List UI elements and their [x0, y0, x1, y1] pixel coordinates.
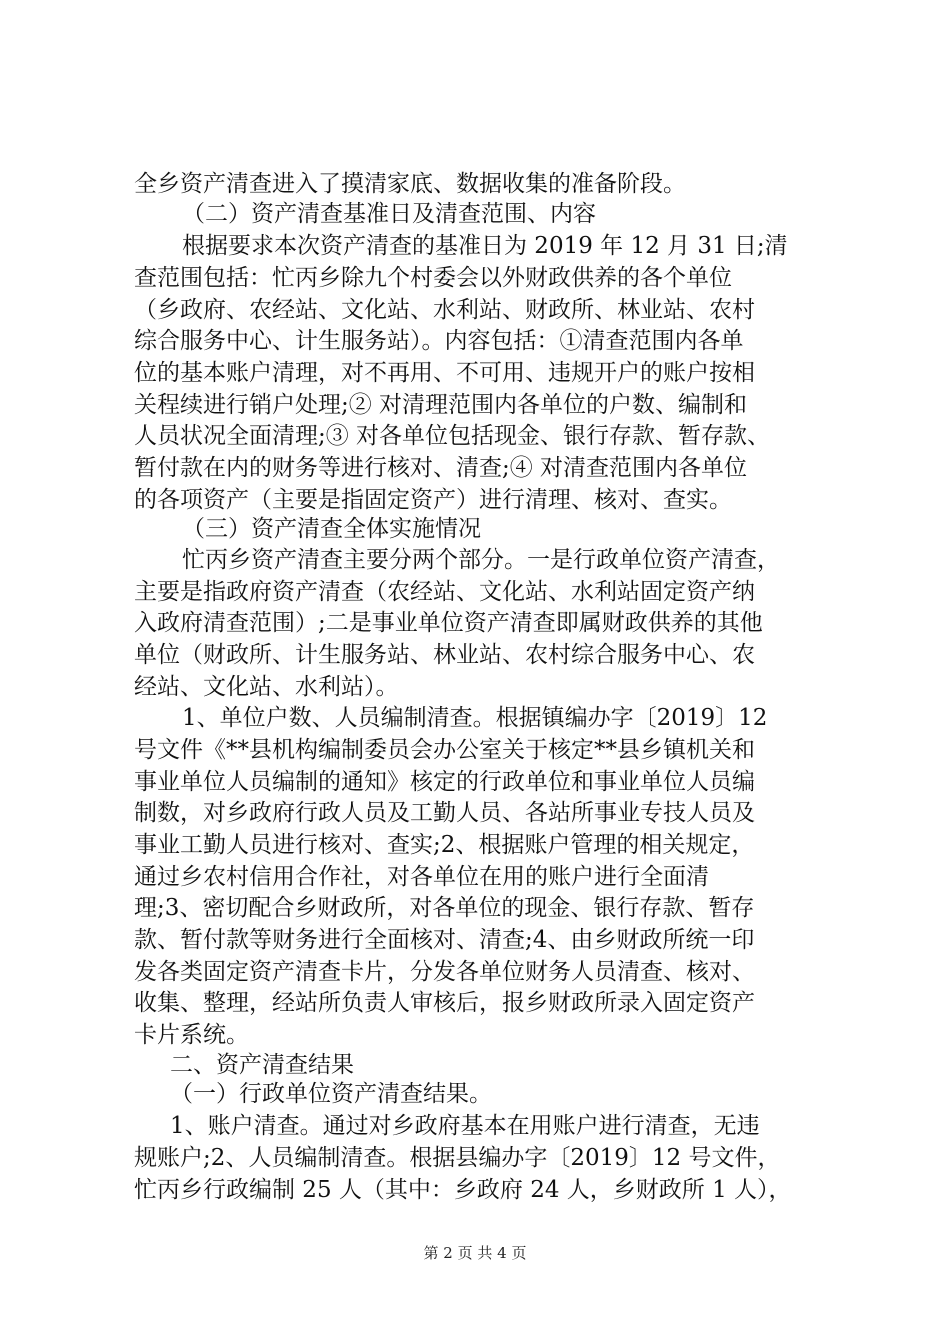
text-line-content: 卡片系统。 — [134, 1022, 249, 1048]
text-line-content: 查范围包括：忙丙乡除九个村委会以外财政供养的各个单位 — [134, 265, 732, 291]
text-line — [0, 608, 950, 638]
text-line — [0, 326, 950, 356]
text-line — [0, 798, 950, 828]
section-heading-text: （一）行政单位资产清查结果。 — [170, 1081, 492, 1107]
text-line-content: 忙丙乡资产清查主要分两个部分。一是行政单位资产清查， — [182, 547, 780, 573]
text-line-content: （乡政府、农经站、文化站、水利站、财政所、林业站、农村 — [134, 297, 755, 323]
text-line — [0, 862, 950, 892]
text-line — [0, 545, 950, 575]
text-line-content: 通过乡农村信用合作社，对各单位在用的账户进行全面清 — [134, 864, 709, 890]
text-line — [0, 231, 950, 261]
text-line — [0, 640, 950, 670]
section-heading — [0, 1050, 950, 1080]
text-line-content: 入政府清查范围）;二是事业单位资产清查即属财政供养的其他 — [134, 610, 763, 636]
text-line-content: 主要是指政府资产清查（农经站、文化站、水利站固定资产纳 — [134, 579, 755, 605]
text-line — [0, 263, 950, 293]
text-line — [0, 577, 950, 607]
text-line — [0, 358, 950, 388]
text-line-content: 1、单位户数、人员编制清查。根据镇编办字〔2019〕12 — [182, 705, 768, 731]
text-line-content: 忙丙乡行政编制 25 人（其中：乡政府 24 人，乡财政所 1 人）， — [134, 1177, 792, 1203]
text-line-content: 的各项资产（主要是指固定资产）进行清理、核对、查实。 — [134, 487, 732, 513]
text-line — [0, 1143, 950, 1173]
text-line-content: 事业单位人员编制的通知》核定的行政单位和事业单位人员编 — [134, 769, 755, 795]
text-line-content: 位的基本账户清理，对不再用、不可用、违规开户的账户按相 — [134, 360, 755, 386]
text-line — [0, 767, 950, 797]
text-line-content: 经站、文化站、水利站）。 — [134, 674, 399, 700]
section-heading-text: （三）资产清查全体实施情况 — [182, 516, 481, 542]
text-line-content: 单位（财政所、计生服务站、林业站、农村综合服务中心、农 — [134, 642, 755, 668]
text-line — [0, 925, 950, 955]
text-line-content: 制数，对乡政府行政人员及工勤人员、各站所事业专技人员及 — [134, 800, 755, 826]
text-line-content: 款、暂付款等财务进行全面核对、清查;4、由乡财政所统一印 — [134, 927, 755, 953]
text-line — [0, 1020, 950, 1050]
text-line — [0, 453, 950, 483]
text-line-content: 1、账户清查。通过对乡政府基本在用账户进行清查，无违 — [170, 1113, 760, 1139]
text-line — [0, 421, 950, 451]
section-heading — [0, 199, 950, 229]
text-line — [0, 672, 950, 702]
text-line — [0, 703, 950, 733]
text-line — [0, 390, 950, 420]
text-line — [0, 893, 950, 923]
text-line-content: 根据要求本次资产清查的基准日为 2019 年 12 月 31 日;清 — [182, 233, 788, 259]
text-line — [0, 485, 950, 515]
page-number: 第 2 页 共 4 页 — [423, 1244, 527, 1262]
text-line — [0, 295, 950, 325]
text-line — [0, 169, 950, 199]
text-line — [0, 988, 950, 1018]
text-line-content: 综合服务中心、计生服务站）。内容包括：①清查范围内各单 — [134, 328, 744, 354]
text-line-content: 事业工勤人员进行核对、查实;2、根据账户管理的相关规定， — [134, 832, 755, 858]
text-line-content: 规账户;2、人员编制清查。根据县编办字〔2019〕12 号文件， — [134, 1145, 781, 1171]
section-heading-text: 二、资产清查结果 — [170, 1052, 354, 1078]
text-line — [0, 957, 950, 987]
section-heading — [0, 1079, 950, 1109]
text-line-content: 关程续进行销户处理;② 对清理范围内各单位的户数、编制和 — [134, 392, 748, 418]
text-line — [0, 1111, 950, 1141]
text-line-content: 收集、整理，经站所负责人审核后，报乡财政所录入固定资产 — [134, 990, 755, 1016]
text-line-content: 人员状况全面清理;③ 对各单位包括现金、银行存款、暂存款、 — [134, 423, 771, 449]
text-line-content: 暂付款在内的财务等进行核对、清查;④ 对清查范围内各单位 — [134, 455, 748, 481]
text-line-content: 理;3、密切配合乡财政所，对各单位的现金、银行存款、暂存 — [134, 895, 755, 921]
text-line-content: 发各类固定资产清查卡片，分发各单位财务人员清查、核对、 — [134, 959, 755, 985]
section-heading-text: （二）资产清查基准日及清查范围、内容 — [182, 201, 596, 227]
text-line — [0, 1175, 950, 1205]
section-heading — [0, 514, 950, 544]
text-line-content: 全乡资产清查进入了摸清家底、数据收集的准备阶段。 — [134, 171, 686, 197]
text-line — [0, 830, 950, 860]
page-footer — [0, 1243, 950, 1263]
text-line-content: 号文件《**县机构编制委员会办公室关于核定**县乡镇机关和 — [134, 737, 755, 763]
text-line — [0, 735, 950, 765]
